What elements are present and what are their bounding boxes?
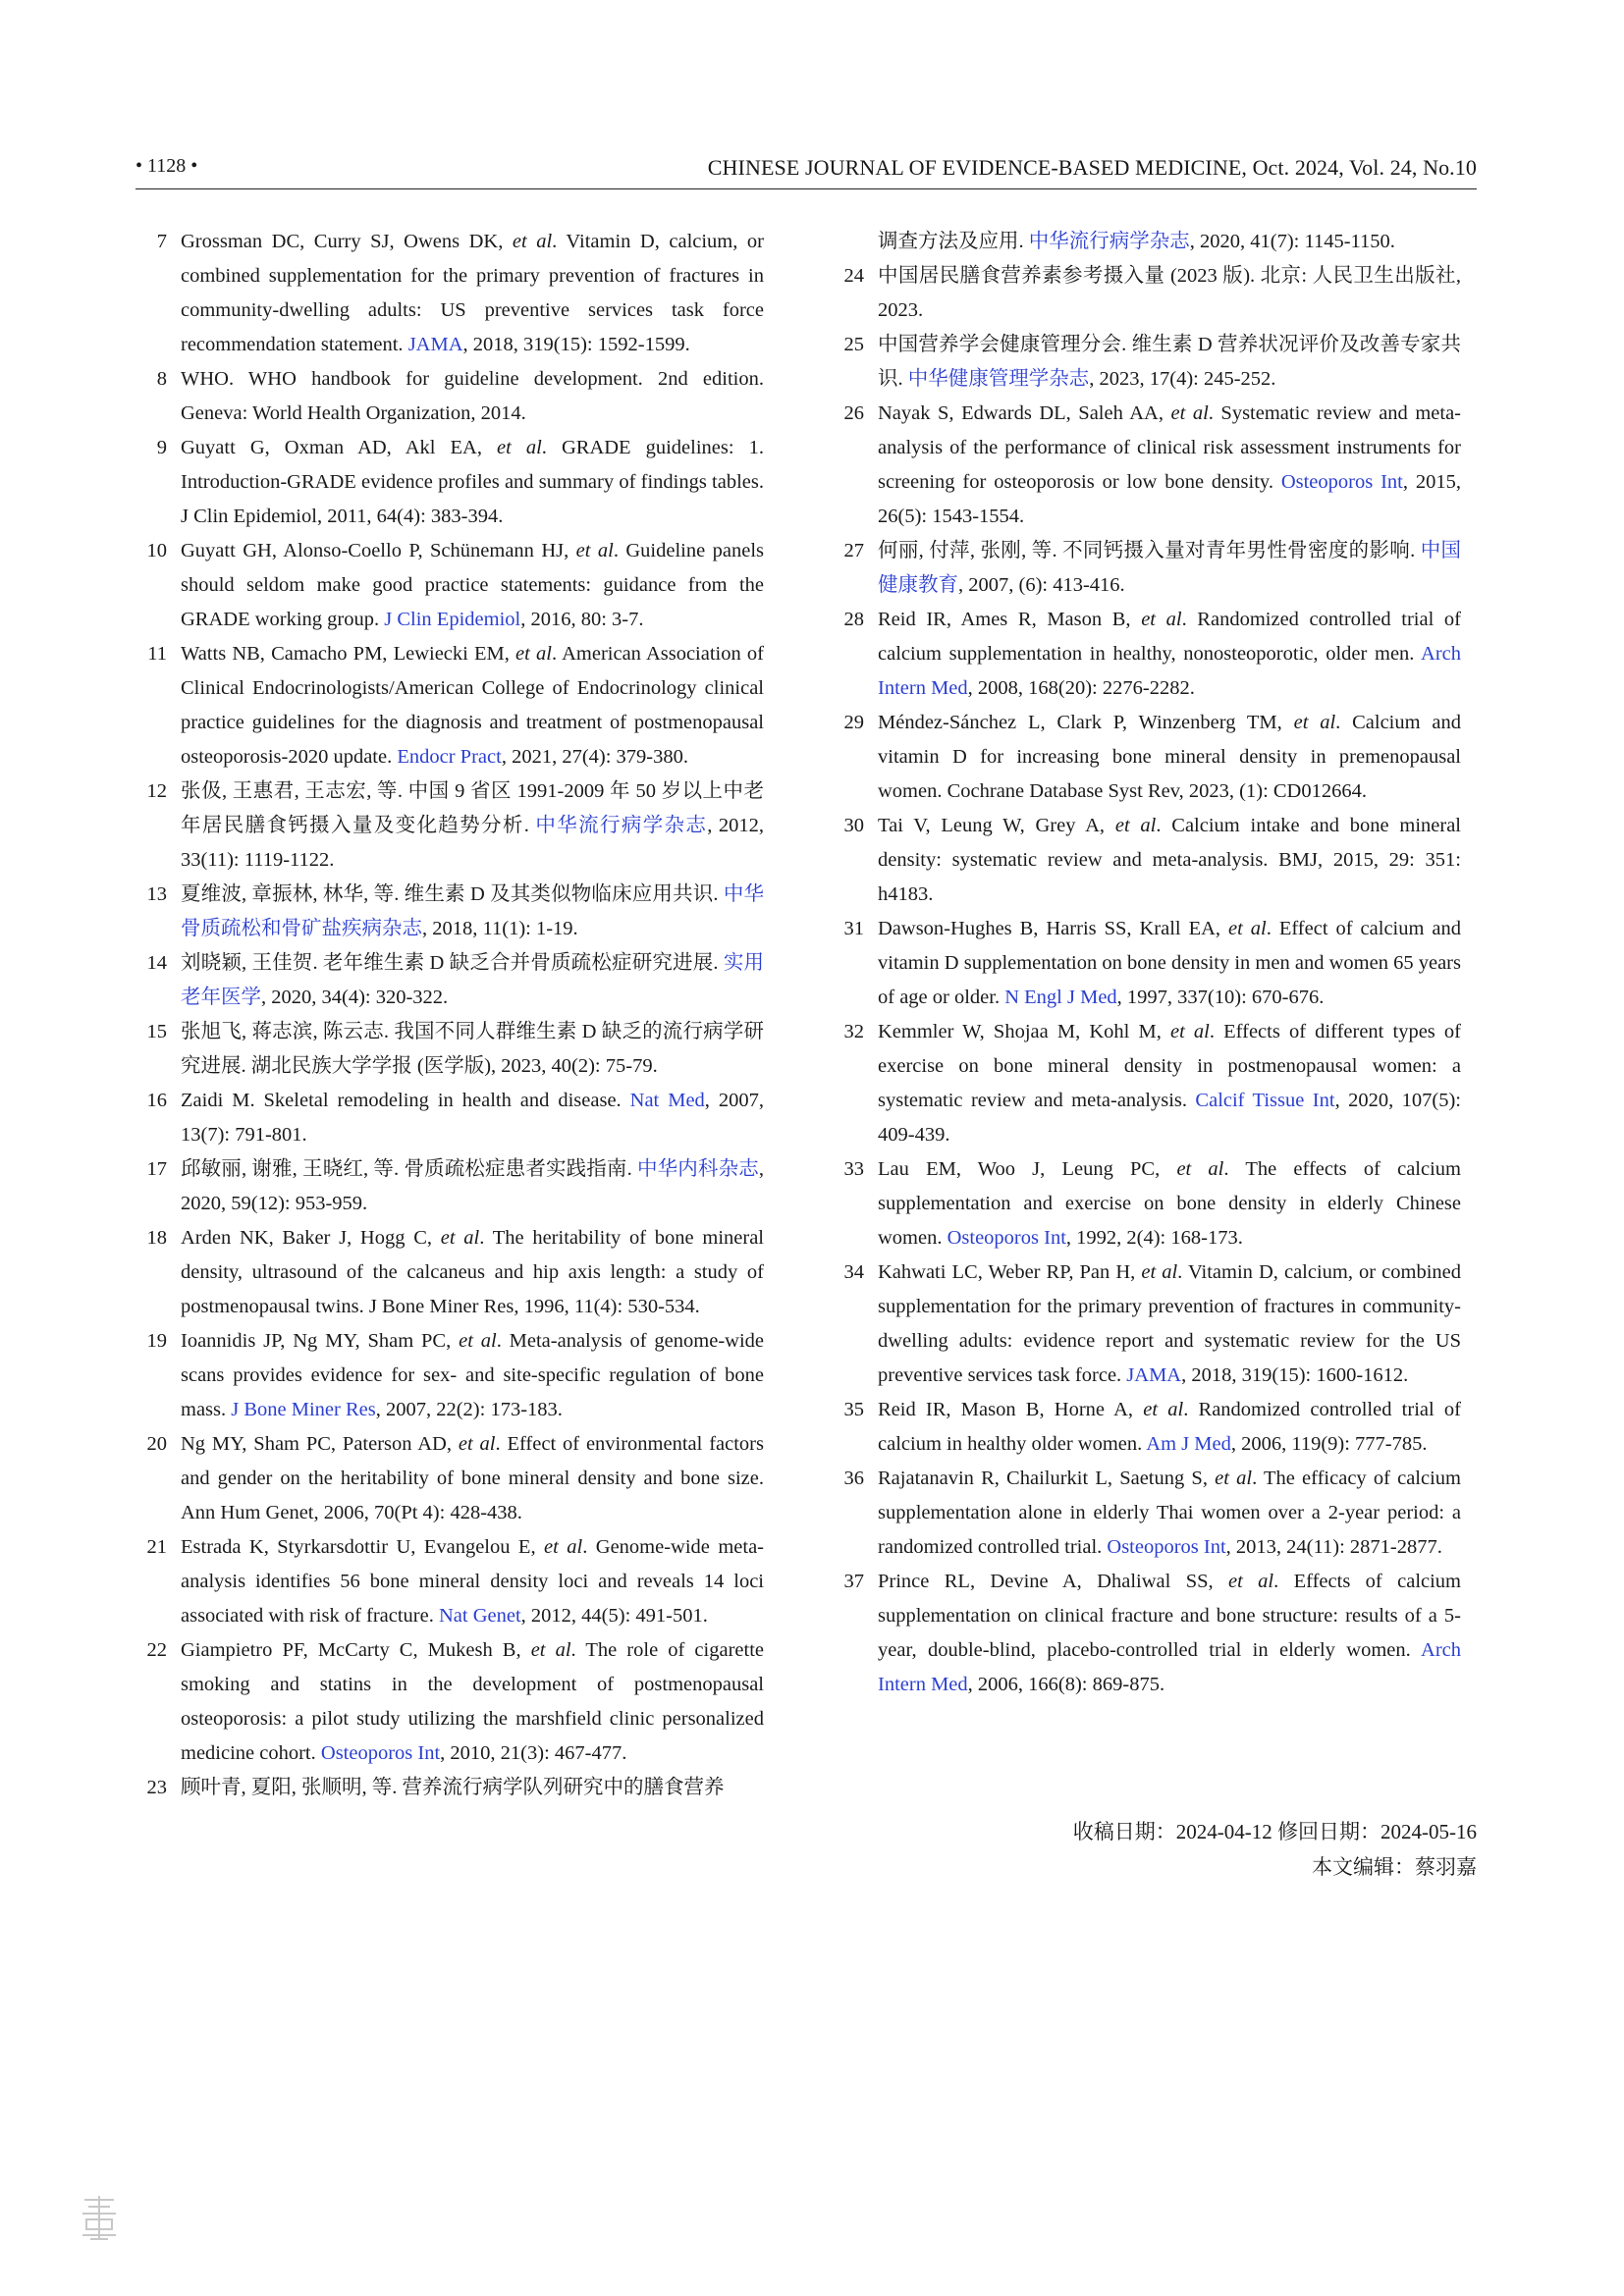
- reference-text: [181, 878, 764, 946]
- reference-number: 25: [843, 334, 864, 355]
- reference-authors-title: Grossman DC, Curry SJ, Owens DK,: [181, 231, 513, 252]
- reference-citation: , 2015, 26(5): 1543-1554.: [878, 471, 1462, 527]
- reference-citation: , 2007, (6): 413-416.: [958, 574, 1125, 596]
- reference-text: [181, 1530, 764, 1633]
- reference-text: [878, 259, 1461, 328]
- reference-text: [181, 1771, 764, 1805]
- reference-21: [137, 1530, 764, 1633]
- et-al: et al: [459, 1330, 497, 1352]
- reference-text: [181, 774, 764, 878]
- reference-number: 29: [843, 712, 864, 733]
- journal-link[interactable]: Osteoporos Int: [1280, 471, 1403, 493]
- journal-link[interactable]: J Clin Epidemiol: [384, 609, 521, 630]
- reference-authors-title: 顾叶青, 夏阳, 张顺明, 等. 营养流行病学队列研究中的膳食营养: [181, 1777, 725, 1798]
- reference-number: 32: [843, 1021, 864, 1042]
- reference-number: 28: [843, 609, 864, 630]
- reference-14: [137, 946, 764, 1015]
- reference-37: [835, 1565, 1461, 1702]
- reference-text: [878, 534, 1461, 603]
- journal-link[interactable]: Am J Med: [1146, 1433, 1231, 1455]
- et-al: et al: [1170, 402, 1209, 424]
- reference-text: [878, 397, 1461, 534]
- reference-title: . Effects of calcium supplementation on clinical fracture and bone structure: results of a 5-year, double-blind, placebo-controlled trial in elderly women.: [878, 1571, 1462, 1661]
- journal-running-title: CHINESE JOURNAL OF EVIDENCE-BASED MEDICINE, Oct. 2024, Vol. 24, No.10: [707, 155, 1477, 180]
- journal-link[interactable]: Nat Genet: [439, 1605, 521, 1627]
- reference-title: . Systematic review and meta-analysis of the performance of clinical risk assessment instruments for screening for osteoporosis or low bone density.: [878, 402, 1461, 493]
- et-al: et al: [1228, 918, 1267, 939]
- et-al: et al: [458, 1433, 496, 1455]
- journal-link[interactable]: 中华流行病学杂志: [1028, 231, 1190, 252]
- reference-number: 27: [843, 540, 864, 561]
- reference-number: 16: [146, 1090, 167, 1111]
- reference-10: [137, 534, 764, 637]
- reference-citation: , 2018, 319(15): 1600-1612.: [1181, 1364, 1409, 1386]
- reference-authors-title: Nayak S, Edwards DL, Saleh AA,: [878, 402, 1171, 424]
- reference-citation: , 2007, 13(7): 791-801.: [181, 1090, 765, 1146]
- reference-text: [878, 328, 1461, 397]
- reference-12: [137, 774, 764, 878]
- reference-text: [181, 431, 764, 534]
- reference-authors-title: Reid IR, Ames R, Mason B,: [878, 609, 1142, 630]
- references-right-column: [835, 225, 1461, 1702]
- reference-number: 10: [146, 540, 167, 561]
- reference-authors-title: Giampietro PF, McCarty C, Mukesh B,: [181, 1639, 531, 1661]
- reference-citation: , 2018, 11(1): 1-19.: [422, 918, 578, 939]
- reference-33: [835, 1152, 1461, 1255]
- reference-authors-title: Reid IR, Mason B, Horne A,: [878, 1399, 1144, 1420]
- reference-9: [137, 431, 764, 534]
- reference-number: 11: [147, 643, 167, 665]
- et-al: et al: [530, 1639, 571, 1661]
- reference-15: [137, 1015, 764, 1084]
- reference-authors-title: 中国居民膳食营养素参考摄入量 (2023 版). 北京: 人民卫生出版社, 2023.: [878, 265, 1461, 321]
- reference-text: [878, 706, 1461, 809]
- journal-link[interactable]: JAMA: [407, 334, 463, 355]
- reference-citation: , 2013, 24(11): 2871-2877.: [1225, 1536, 1442, 1558]
- journal-link[interactable]: Arch Intern Med: [878, 643, 1461, 699]
- received-revised-dates: 收稿日期：2024-04-12 修回日期：2024-05-16: [1072, 1820, 1477, 1843]
- et-al: et al: [544, 1536, 583, 1558]
- reference-citation: , 1992, 2(4): 168-173.: [1065, 1227, 1243, 1249]
- references-left-column: [137, 225, 764, 1805]
- journal-link[interactable]: 中华健康管理学杂志: [907, 368, 1090, 390]
- reference-authors-title: Arden NK, Baker J, Hogg C,: [181, 1227, 441, 1249]
- reference-number: 30: [843, 815, 864, 836]
- reference-23-continuation: 调查方法及应用. 中华流行病学杂志, 2020, 41(7): 1145-1150.: [878, 231, 1395, 252]
- reference-citation: , 2012, 44(5): 491-501.: [520, 1605, 708, 1627]
- journal-link[interactable]: 中华骨质疏松和骨矿盐疾病杂志: [181, 883, 764, 939]
- reference-title: . Genome-wide meta-analysis identifies 56 bone mineral density loci and reveals 14 loci associated with risk of fracture.: [181, 1536, 764, 1627]
- reference-text: [878, 1015, 1461, 1152]
- reference-title: . Vitamin D, calcium, or combined supplementation for the primary prevention of fractures in community-dwelling adults: evidence report and systematic review for the US preventive services task force.: [878, 1261, 1462, 1386]
- reference-text: [181, 1152, 764, 1221]
- et-al: et al: [497, 437, 542, 458]
- reference-title: . American Association of Clinical Endocrinologists/American College of Endocrinology clinical practice guidelines for the diagnosis and treatment of postmenopausal osteoporosis-2020 update.: [181, 643, 764, 768]
- reference-citation: , 2016, 80: 3-7.: [520, 609, 644, 630]
- reference-16: [137, 1084, 764, 1152]
- reference-citation: , 1997, 337(10): 670-676.: [1116, 987, 1325, 1008]
- reference-30: [835, 809, 1461, 912]
- reference-number: 8: [156, 368, 167, 390]
- reference-title: . GRADE guidelines: 1. Introduction-GRADE evidence profiles and summary of findings tables. J Clin Epidemiol, 2011, 64(4): 383-394.: [181, 437, 764, 527]
- reference-title: . The role of cigarette smoking and statins in the development of postmenopausal osteoporosis: a pilot study utilizing the marshfield clinic personalized medicine cohort.: [181, 1639, 764, 1764]
- reference-authors-title: Lau EM, Woo J, Leung PC,: [878, 1158, 1177, 1180]
- reference-20: [137, 1427, 764, 1530]
- et-al: et al: [1114, 815, 1157, 836]
- reference-text: [181, 1084, 764, 1152]
- journal-link[interactable]: Osteoporos Int: [947, 1227, 1066, 1249]
- reference-title: . Calcium and vitamin D for increasing bone mineral density in premenopausal women. Cochrane Database Syst Rev, 2023, (1): CD012664.: [878, 712, 1461, 802]
- reference-title: . Meta-analysis of genome-wide scans provides evidence for sex- and site-specific regulation of bone mass.: [181, 1330, 764, 1420]
- et-al: et al: [1176, 1158, 1224, 1180]
- reference-authors-title: Guyatt G, Oxman AD, Akl EA,: [181, 437, 497, 458]
- journal-link[interactable]: Calcif Tissue Int: [1195, 1090, 1335, 1111]
- reference-authors-title: Ioannidis JP, Ng MY, Sham PC,: [181, 1330, 460, 1352]
- et-al: et al: [512, 231, 553, 252]
- et-al: et al: [1143, 1399, 1184, 1420]
- reference-number: 13: [146, 883, 167, 905]
- reference-26: [835, 397, 1461, 534]
- reference-citation: , 2023, 17(4): 245-252.: [1089, 368, 1276, 390]
- reference-number: 14: [146, 952, 167, 974]
- journal-link[interactable]: 实用老年医学: [181, 952, 765, 1008]
- reference-23: [137, 1771, 764, 1805]
- reference-number: 9: [156, 437, 167, 458]
- journal-link[interactable]: Endocr Pract: [397, 746, 502, 768]
- reference-text: [181, 946, 764, 1015]
- et-al: et al: [515, 643, 552, 665]
- reference-28: [835, 603, 1461, 706]
- reference-text: [181, 1324, 764, 1427]
- reference-citation: , 2020, 59(12): 953-959.: [181, 1158, 765, 1214]
- reference-36: [835, 1462, 1461, 1565]
- reference-text: [181, 1427, 764, 1530]
- reference-citation: , 2021, 27(4): 379-380.: [501, 746, 688, 768]
- journal-link[interactable]: Arch Intern Med: [878, 1639, 1461, 1695]
- journal-link[interactable]: 中国健康教育: [878, 540, 1462, 596]
- reference-title: . The efficacy of calcium supplementation alone in elderly Thai women over a 2-year period: a randomized controlled trial.: [878, 1468, 1461, 1558]
- article-dates: [1073, 1814, 1477, 1885]
- reference-authors-title: Ng MY, Sham PC, Paterson AD,: [181, 1433, 459, 1455]
- reference-17: [137, 1152, 764, 1221]
- reference-text: [878, 1255, 1461, 1393]
- editor-credit: 本文编辑：蔡羽嘉: [1312, 1855, 1477, 1879]
- reference-text: [878, 809, 1461, 912]
- reference-authors-title: Zaidi M. Skeletal remodeling in health and disease.: [181, 1090, 630, 1111]
- reference-number: 19: [146, 1330, 167, 1352]
- reference-authors-title: Tai V, Leung W, Grey A,: [878, 815, 1115, 836]
- reference-34: [835, 1255, 1461, 1393]
- reference-24: [835, 259, 1461, 328]
- reference-text: [181, 225, 764, 362]
- reference-authors-title: 何丽, 付萍, 张刚, 等. 不同钙摄入量对青年男性骨密度的影响.: [878, 540, 1421, 561]
- page-header: [135, 155, 1477, 189]
- reference-title: . The heritability of bone mineral density, ultrasound of the calcaneus and hip axis length: a study of postmenopausal twins. J Bone Miner Res, 1996, 11(4): 530-534.: [181, 1227, 764, 1317]
- reference-13: [137, 878, 764, 946]
- reference-29: [835, 706, 1461, 809]
- et-al: et al: [575, 540, 614, 561]
- reference-authors-title: 邱敏丽, 谢雅, 王晓红, 等. 骨质疏松症患者实践指南.: [181, 1158, 637, 1180]
- reference-27: [835, 534, 1461, 603]
- journal-link[interactable]: J Bone Miner Res: [231, 1399, 376, 1420]
- reference-11: [137, 637, 764, 774]
- reference-number: 36: [843, 1468, 864, 1489]
- reference-text: [181, 1221, 764, 1324]
- reference-title: . Randomized controlled trial of calcium supplementation in healthy, nonosteoporotic, older men.: [878, 609, 1461, 665]
- reference-authors-title: Kahwati LC, Weber RP, Pan H,: [878, 1261, 1142, 1283]
- reference-text: [878, 603, 1461, 706]
- reference-text: [181, 1015, 764, 1084]
- reference-number: 35: [843, 1399, 864, 1420]
- reference-authors-title: Kemmler W, Shojaa M, Kohl M,: [878, 1021, 1170, 1042]
- reference-text: [878, 1565, 1461, 1702]
- reference-8: [137, 362, 764, 431]
- reference-32: [835, 1015, 1461, 1152]
- reference-authors-title: 中国营养学会健康管理分会. 维生素 D 营养状况评价及改善专家共识.: [878, 334, 1461, 390]
- reference-text: [181, 637, 764, 774]
- et-al: et al: [1141, 1261, 1178, 1283]
- reference-title: . Effect of environmental factors and gender on the heritability of bone mineral density and bone size. Ann Hum Genet, 2006, 70(Pt 4): 428-438.: [181, 1433, 764, 1523]
- reference-text: [181, 1633, 764, 1771]
- reference-title: . Calcium intake and bone mineral density: systematic review and meta-analysis. BMJ, 2015, 29: 351: h4183.: [878, 815, 1461, 905]
- reference-title: . Randomized controlled trial of calcium in healthy older women.: [878, 1399, 1461, 1455]
- reference-number: 33: [843, 1158, 864, 1180]
- reference-number: 31: [843, 918, 864, 939]
- reference-citation: , 2007, 22(2): 173-183.: [375, 1399, 563, 1420]
- reference-citation: , 2020, 107(5): 409-439.: [878, 1090, 1461, 1146]
- reference-authors-title: 张旭飞, 蒋志滨, 陈云志. 我国不同人群维生素 D 缺乏的流行病学研究进展. 湖北民族大学学报 (医学版), 2023, 40(2): 75-79.: [181, 1021, 764, 1077]
- et-al: et al: [1228, 1571, 1274, 1592]
- reference-citation: , 2010, 21(3): 467-477.: [440, 1742, 627, 1764]
- journal-link[interactable]: Osteoporos Int: [320, 1742, 441, 1764]
- reference-18: [137, 1221, 764, 1324]
- reference-number: 22: [146, 1639, 167, 1661]
- publisher-logo-icon: [79, 2194, 120, 2243]
- reference-number: 26: [843, 402, 864, 424]
- reference-text: [878, 1152, 1461, 1255]
- et-al: et al: [1293, 712, 1336, 733]
- reference-authors-title: 刘晓颖, 王佳贺. 老年维生素 D 缺乏合并骨质疏松症研究进展.: [181, 952, 724, 974]
- reference-number: 18: [146, 1227, 167, 1249]
- journal-link[interactable]: 中华内科杂志: [636, 1158, 759, 1180]
- reference-number: 12: [146, 780, 167, 802]
- reference-text: [181, 362, 764, 431]
- reference-text: [878, 1393, 1461, 1462]
- reference-citation: , 2006, 119(9): 777-785.: [1230, 1433, 1428, 1455]
- reference-authors-title: 张伋, 王惠君, 王志宏, 等. 中国 9 省区 1991-2009 年 50 岁以上中老年居民膳食钙摄入量及变化趋势分析.: [181, 780, 764, 836]
- reference-title: . Effect of calcium and vitamin D supplementation on bone density in men and women 65 years of age or older.: [878, 918, 1462, 1008]
- reference-text: [878, 1462, 1461, 1565]
- reference-authors-title: 夏维波, 章振林, 林华, 等. 维生素 D 及其类似物临床应用共识.: [181, 883, 724, 905]
- reference-22: [137, 1633, 764, 1771]
- reference-number: 21: [146, 1536, 167, 1558]
- reference-citation: , 2018, 319(15): 1592-1599.: [462, 334, 690, 355]
- journal-link[interactable]: N Engl J Med: [1004, 987, 1117, 1008]
- reference-citation: , 2008, 168(20): 2276-2282.: [967, 677, 1195, 699]
- reference-authors-title: Guyatt GH, Alonso-Coello P, Schünemann HJ,: [181, 540, 576, 561]
- et-al: et al: [1141, 609, 1182, 630]
- reference-authors-title: Prince RL, Devine A, Dhaliwal SS,: [878, 1571, 1228, 1592]
- et-al: et al: [1169, 1021, 1210, 1042]
- reference-authors-title: Rajatanavin R, Chailurkit L, Saetung S,: [878, 1468, 1216, 1489]
- reference-number: 23: [146, 1777, 167, 1798]
- reference-text: [181, 534, 764, 637]
- reference-authors-title: WHO. WHO handbook for guideline development. 2nd edition. Geneva: World Health Organization, 2014.: [181, 368, 764, 424]
- reference-number: 24: [843, 265, 864, 287]
- reference-citation: , 2006, 166(8): 869-875.: [967, 1674, 1165, 1695]
- reference-authors-title: Watts NB, Camacho PM, Lewiecki EM,: [181, 643, 516, 665]
- et-al: et al: [1215, 1468, 1253, 1489]
- page-number: • 1128 •: [135, 155, 198, 177]
- reference-7: [137, 225, 764, 362]
- reference-number: 34: [843, 1261, 864, 1283]
- reference-number: 15: [146, 1021, 167, 1042]
- reference-text: [878, 912, 1461, 1015]
- reference-title: . Vitamin D, calcium, or combined supplementation for the primary prevention of fractures in community-dwelling adults: US preventive services task force recommendation statement.: [181, 231, 764, 355]
- journal-link[interactable]: JAMA: [1126, 1364, 1182, 1386]
- reference-35: [835, 1393, 1461, 1462]
- reference-authors-title: Méndez-Sánchez L, Clark P, Winzenberg TM,: [878, 712, 1294, 733]
- reference-number: 7: [156, 231, 167, 252]
- reference-authors-title: Estrada K, Styrkarsdottir U, Evangelou E,: [181, 1536, 545, 1558]
- reference-citation: , 2012, 33(11): 1119-1122.: [181, 815, 765, 871]
- journal-link[interactable]: 中华流行病学杂志: [535, 815, 708, 836]
- reference-number: 17: [146, 1158, 167, 1180]
- reference-25: [835, 328, 1461, 397]
- journal-link[interactable]: Osteoporos Int: [1107, 1536, 1226, 1558]
- reference-19: [137, 1324, 764, 1427]
- reference-authors-title: Dawson-Hughes B, Harris SS, Krall EA,: [878, 918, 1229, 939]
- reference-citation: , 2020, 34(4): 320-322.: [261, 987, 449, 1008]
- reference-number: 37: [843, 1571, 864, 1592]
- reference-title: . Effects of different types of exercise on bone mineral density in postmenopausal women: a systematic review and meta-analysis.: [878, 1021, 1461, 1111]
- reference-title: . The effects of calcium supplementation and exercise on bone density in elderly Chinese women.: [878, 1158, 1461, 1249]
- reference-title: . Guideline panels should seldom make good practice statements: guidance from the GRADE working group.: [181, 540, 764, 630]
- reference-number: 20: [146, 1433, 167, 1455]
- et-al: et al: [440, 1227, 480, 1249]
- journal-link[interactable]: Nat Med: [629, 1090, 705, 1111]
- reference-31: [835, 912, 1461, 1015]
